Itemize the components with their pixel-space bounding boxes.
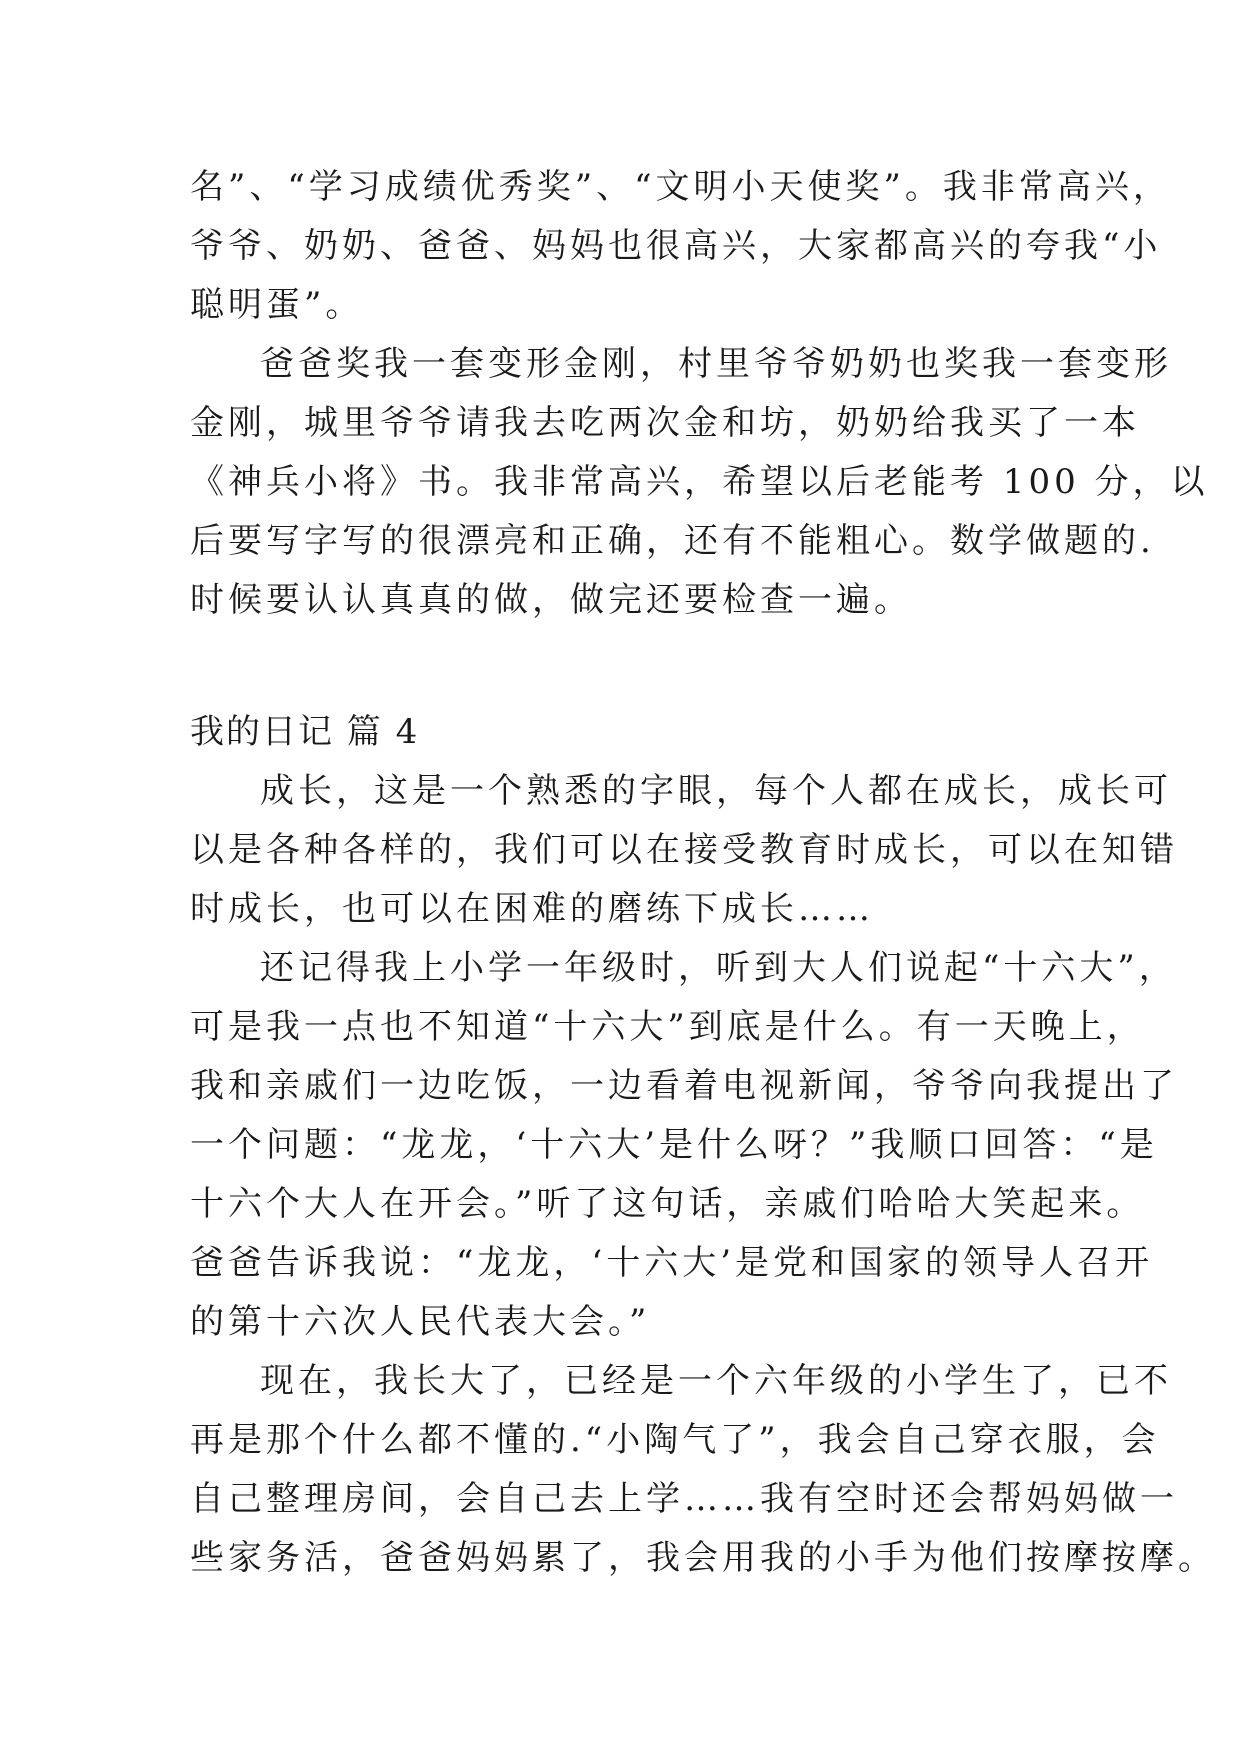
paragraph-line: 些家务活，爸爸妈妈累了，我会用我的小手为他们按摩按摩。: [190, 1538, 1216, 1578]
paragraph-line: 爸爸告诉我说：“龙龙，‘十六大’是党和国家的领导人召开: [190, 1243, 1153, 1283]
paragraph-line: 再是那个什么都不懂的.“小陶气了”，我会自己穿衣服，会: [190, 1420, 1160, 1460]
paragraph-line: 爷爷、奶奶、爸爸、妈妈也很高兴，大家都高兴的夸我“小: [190, 226, 1162, 266]
paragraph-line: 《神兵小将》书。我非常高兴，希望以后老能考 100 分，以: [190, 462, 1209, 502]
document-page: [190, 158, 1216, 1588]
paragraph-line: 金刚，城里爷爷请我去吃两次金和坊，奶奶给我买了一本: [190, 403, 1140, 443]
section-heading: 我的日记 篇 4: [190, 712, 420, 752]
paragraph-line: 现在，我长大了，已经是一个六年级的小学生了，已不: [260, 1361, 1172, 1401]
paragraph-line: 一个问题：“龙龙，‘十六大’是什么呀？”我顺口回答：“是: [190, 1125, 1158, 1165]
paragraph-line: 后要写字写的很漂亮和正确，还有不能粗心。数学做题的.: [190, 521, 1155, 561]
paragraph-line: 以是各种各样的，我们可以在接受教育时成长，可以在知错: [190, 830, 1178, 870]
paragraph-line: 时成长，也可以在困难的磨练下成长……: [190, 889, 874, 929]
paragraph-line: 我和亲戚们一边吃饭，一边看着电视新闻，爷爷向我提出了: [190, 1066, 1178, 1106]
paragraph-line: 爸爸奖我一套变形金刚，村里爷爷奶奶也奖我一套变形: [260, 344, 1172, 384]
paragraph-line: 自己整理房间，会自己去上学……我有空时还会帮妈妈做一: [190, 1479, 1178, 1519]
paragraph-line: 的第十六次人民代表大会。”: [190, 1302, 651, 1342]
paragraph-line: 聪明蛋”。: [190, 285, 364, 325]
paragraph-line: 时候要认认真真的做，做完还要检查一遍。: [190, 580, 912, 620]
paragraph-line: 还记得我上小学一年级时，听到大人们说起“十六大”，: [260, 948, 1177, 988]
paragraph-line: 成长，这是一个熟悉的字眼，每个人都在成长，成长可: [260, 771, 1172, 811]
paragraph-line: 名”、“学习成绩优秀奖”、“文明小天使奖”。我非常高兴，: [190, 167, 1171, 207]
paragraph-line: 十六个大人在开会。”听了这句话，亲戚们哈哈大笑起来。: [190, 1184, 1145, 1224]
paragraph-line: 可是我一点也不知道“十六大”到底是什么。有一天晚上，: [190, 1007, 1145, 1047]
